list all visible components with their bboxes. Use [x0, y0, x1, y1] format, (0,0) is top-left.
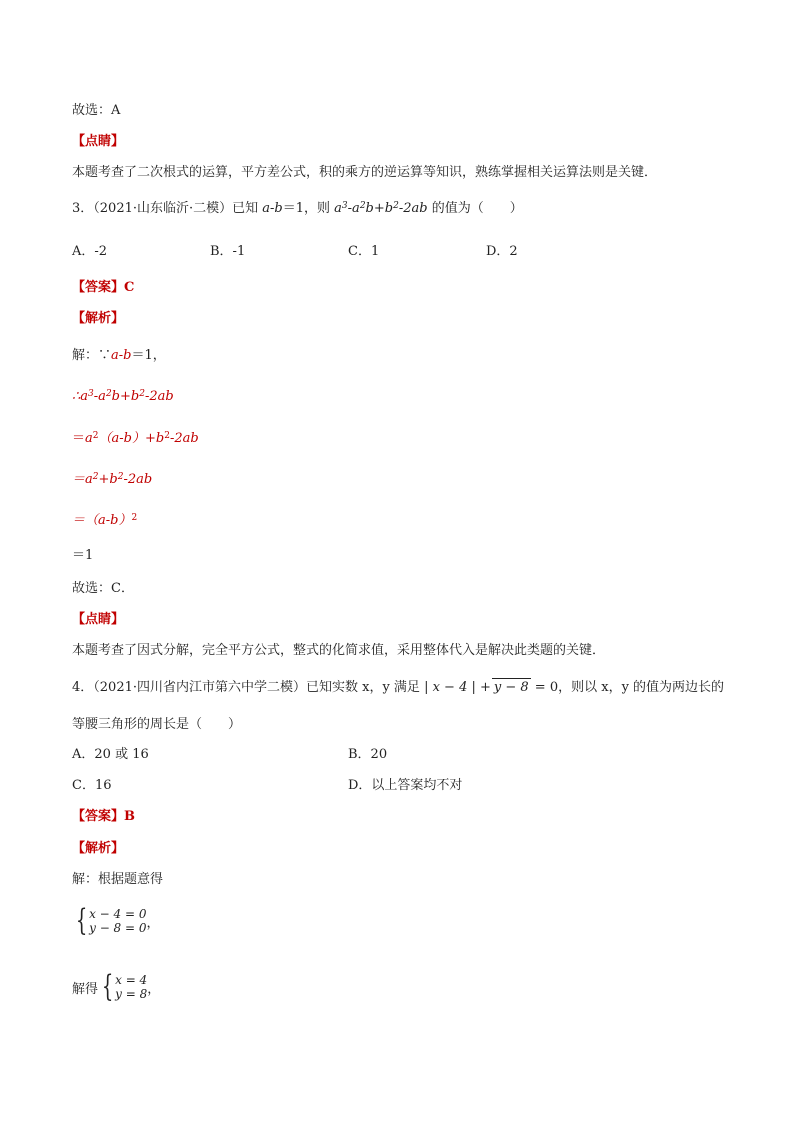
prev-comment: 本题考查了二次根式的运算，平方差公式，积的乘方的逆运算等知识，熟练掌握相关运算法则是关键．: [72, 165, 658, 180]
q3-step-4: $=(a-b)^2$: [72, 513, 138, 528]
brace-glyph: {: [75, 903, 88, 938]
q4-analysis-title: 【解析】: [72, 841, 125, 856]
q3-step-1: $\therefore a^3-a^2b+b^2-2ab$: [72, 389, 174, 404]
q4-solution-row-1: x = 4: [115, 973, 148, 987]
q4-stem-line2: 等腰三角形的周长是（ ）: [72, 717, 242, 732]
q3-option-d: D．2: [486, 244, 518, 259]
q4-option-a: A．20 或 16: [72, 747, 149, 762]
q4-system-tail: ，: [146, 915, 160, 931]
q4-option-b: B．20: [348, 747, 388, 762]
q4-solution-system: [72, 969, 161, 1004]
q3-option-b: B．-1: [210, 244, 246, 259]
q3-condition-eq: ＝1，则: [282, 201, 331, 216]
q4-solution-row-2: y = 8: [115, 987, 148, 1001]
q4-solution-intro: 解：根据题意得: [72, 872, 164, 887]
q3-stem-tail: 的值为（ ）: [431, 201, 523, 216]
q3-comment-title: 【点睛】: [72, 612, 125, 627]
q3-step-5: ＝1: [72, 548, 94, 563]
q3-option-a: A．-2: [72, 244, 108, 259]
q4-solve-label: 解得: [72, 981, 99, 997]
q4-system-row-1: x − 4 = 0: [89, 907, 147, 921]
brace-glyph: {: [101, 969, 114, 1004]
q3-step-3: $=a^2+b^2-2ab$: [72, 472, 153, 487]
prev-comment-title: 【点睛】: [72, 134, 125, 149]
q4-stem-line1: 4．（2021·四川省内江市第六中学二模）已知实数 x，y 满足 | x − 4 | + y − 8 = 0，则以 x，y 的值为两边长的: [72, 680, 725, 695]
q3-answer: 【答案】C: [72, 280, 135, 295]
q3-source: 3．（2021·山东临沂·二模）已知: [72, 201, 259, 216]
q4-abs-expression: | x − 4 | +: [424, 680, 491, 695]
q4-answer: 【答案】B: [72, 809, 135, 824]
q4-solution-tail: ，: [147, 981, 161, 997]
q3-option-c: C．1: [348, 244, 380, 259]
q3-condition: a-b: [262, 201, 283, 216]
q4-sqrt-expression: y − 8: [493, 680, 529, 695]
q4-option-d: D．以上答案均不对: [348, 778, 463, 793]
q4-option-c: C．16: [72, 778, 112, 793]
q3-step-2: $=a^2(a-b)+b^2-2ab$: [72, 431, 199, 446]
q3-expression: $a^3-a^2b+b^2-2ab$: [334, 201, 428, 216]
q3-comment: 本题考查了因式分解，完全平方公式，整式的化简求值，采用整体代入是解决此类题的关键．: [72, 643, 606, 658]
q4-system-row-2: y − 8 = 0: [89, 921, 147, 935]
prev-choice: 故选：A: [72, 103, 121, 118]
q3-solution-intro: 解：∵a-b＝1，: [72, 348, 166, 363]
q4-equation-system: [72, 903, 160, 938]
q3-stem: [72, 200, 523, 218]
q3-analysis-title: 【解析】: [72, 311, 125, 326]
q3-choice: 故选：C．: [72, 581, 134, 596]
